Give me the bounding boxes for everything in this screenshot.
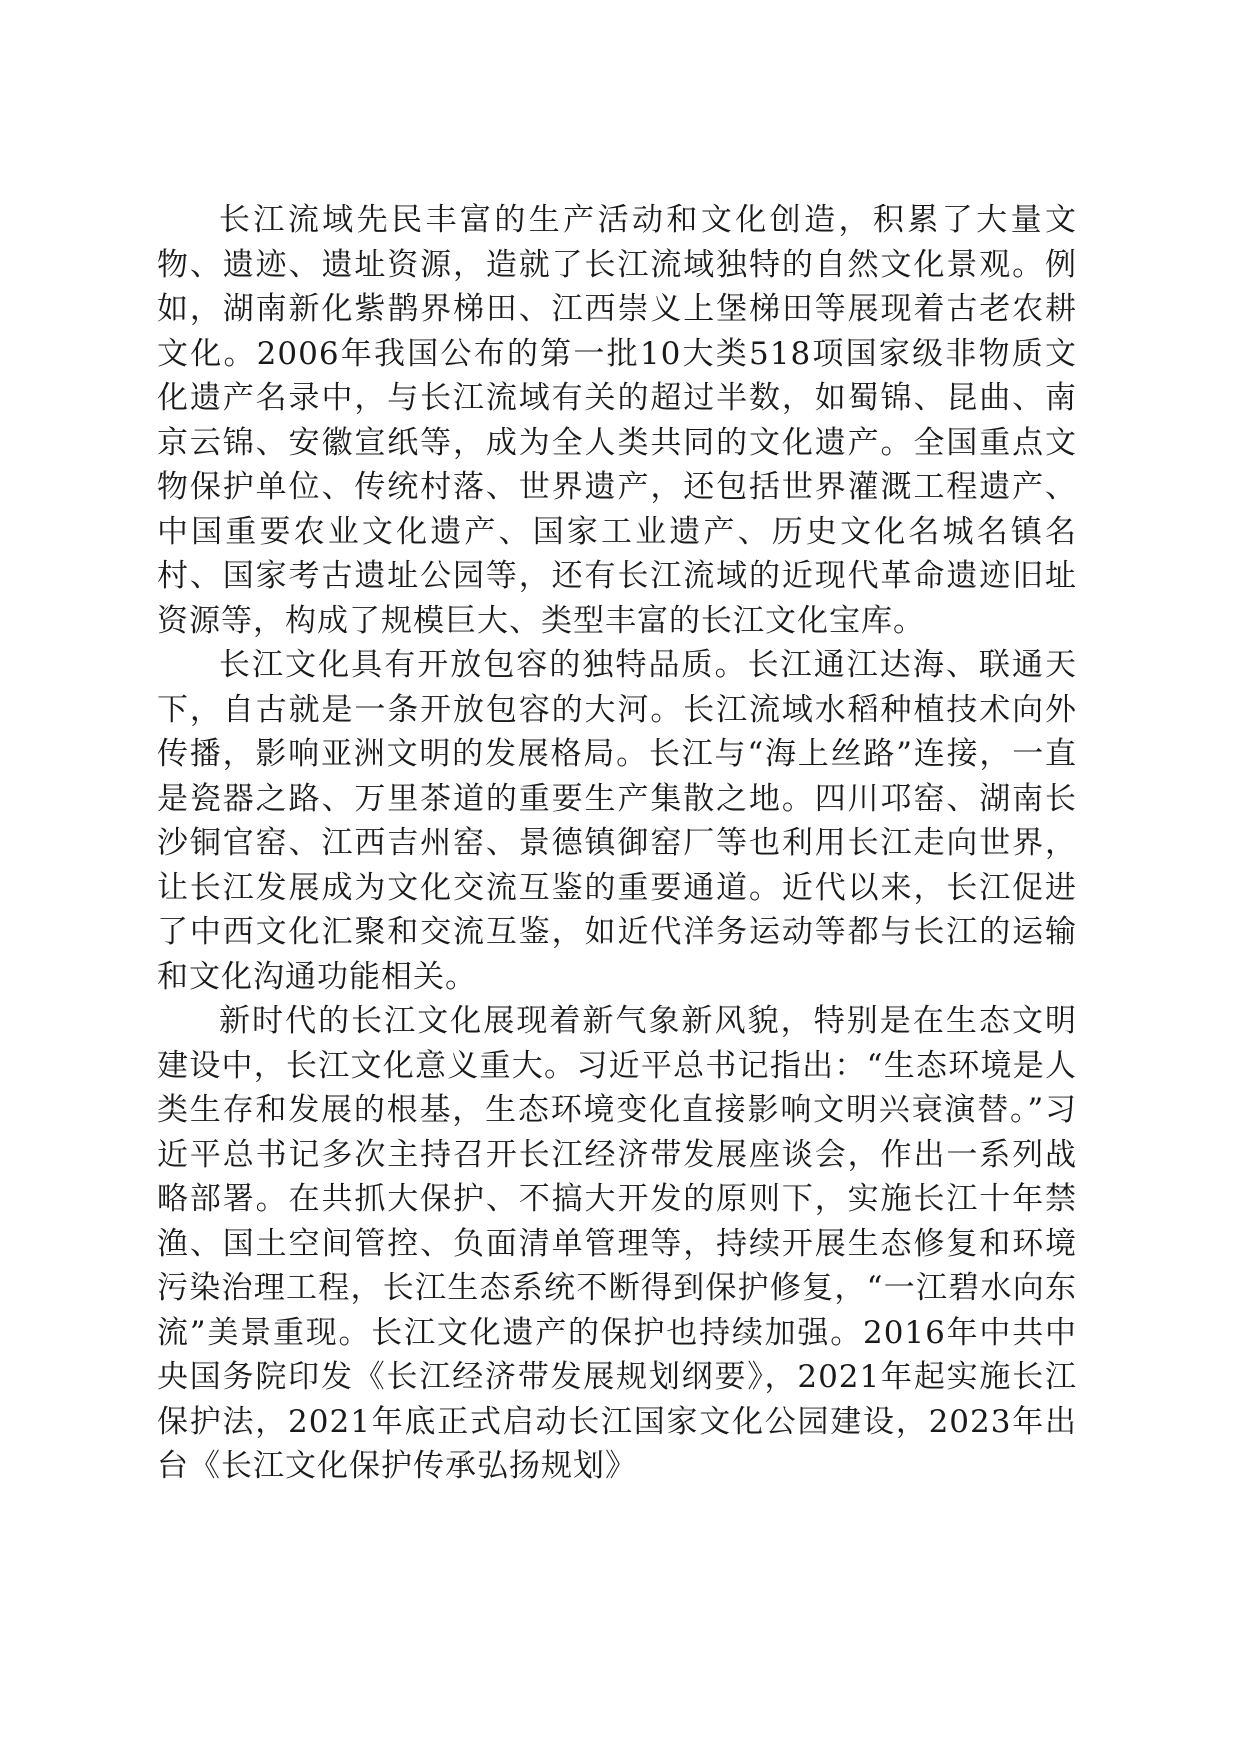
body-text [157,198,1077,1489]
paragraph-yangtze-heritage: 长江流域先民丰富的生产活动和文化创造，积累了大量文物、遗迹、遗址资源，造就了长江流域独特的自然文化景观。例如，湖南新化紫鹊界梯田、江西崇义上堡梯田等展现着古老农耕文化。2006年我国公布的第一批10大类518项国家级非物质文化遗产名录中，与长江流域有关的超过半数，如蜀锦、昆曲、南京云锦、安徽宣纸等，成为全人类共同的文化遗产。全国重点文物保护单位、传统村落、世界遗产，还包括世界灌溉工程遗产、中国重要农业文化遗产、国家工业遗产、历史文化名城名镇名村、国家考古遗址公园等，还有长江流域的近现代革命遗迹旧址资源等，构成了规模巨大、类型丰富的长江文化宝库。 [157,202,1077,639]
paragraph-openness-inclusiveness: 长江文化具有开放包容的独特品质。长江通江达海、联通天下，自古就是一条开放包容的大河。长江流域水稻种植技术向外传播，影响亚洲文明的发展格局。长江与“海上丝路”连接，一直是瓷器之路、万里茶道的重要生产集散之地。四川邛窑、湖南长沙铜官窑、江西吉州窑、景德镇御窑厂等也利用长江走向世界，让长江发展成为文化交流互鉴的重要通道。近代以来，长江促进了中西文化汇聚和交流互鉴，如近代洋务运动等都与长江的运输和文化沟通功能相关。 [157,647,1077,995]
paragraph-new-era-ecology: 新时代的长江文化展现着新气象新风貌，特别是在生态文明建设中，长江文化意义重大。习近平总书记指出：“生态环境是人类生存和发展的根基，生态环境变化直接影响文明兴衰演替。”习近平总书记多次主持召开长江经济带发展座谈会，作出一系列战略部署。在共抓大保护、不搞大开发的原则下，实施长江十年禁渔、国土空间管控、负面清单管理等，持续开展生态修复和环境污染治理工程，长江生态系统不断得到保护修复，“一江碧水向东流”美景重现。长江文化遗产的保护也持续加强。2016年中共中央国务院印发《长江经济带发展规划纲要》，2021年起实施长江保护法，2021年底正式启动长江国家文化公园建设，2023年出台《长江文化保护传承弘扬规划》 [157,1003,1077,1484]
